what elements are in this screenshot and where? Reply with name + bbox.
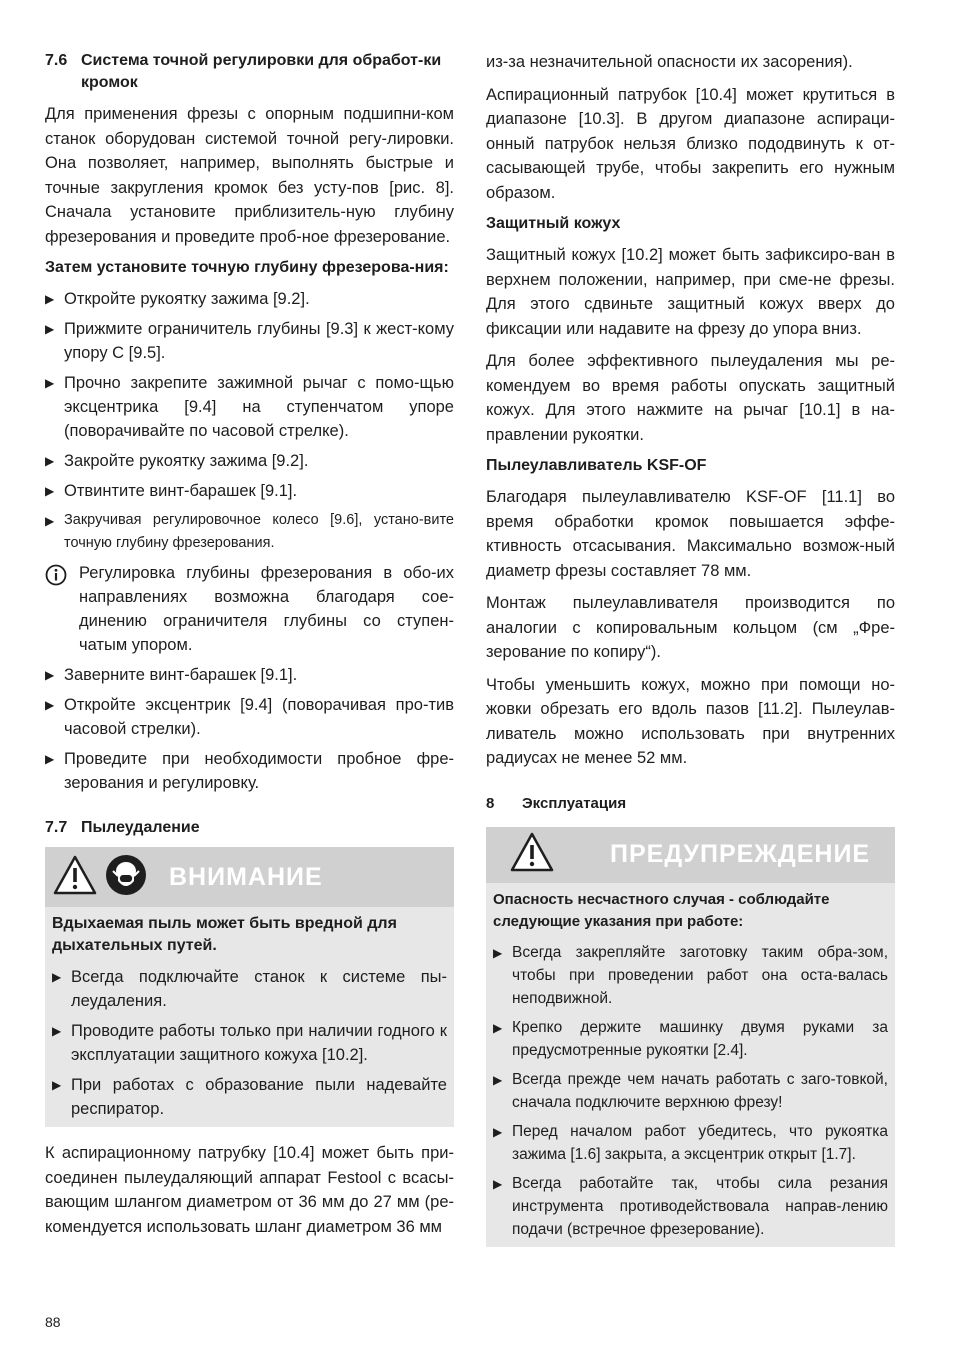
bullet-arrow-icon: ▶ — [45, 484, 55, 498]
list-item-text: Перед началом работ убедитесь, что рукоятка зажима [1.6] закрыта, а эксцентрик открыт [1.7]. — [512, 1122, 888, 1163]
left-column — [45, 50, 454, 1247]
section-8-heading — [486, 793, 895, 815]
info-icon — [45, 561, 79, 657]
list-item-text: Всегда прежде чем начать работать с заго-товкой, сначала подключите верхнюю фрезу! — [512, 1070, 888, 1111]
page-number: 88 — [45, 1314, 61, 1330]
caution-box-body — [45, 907, 454, 1127]
bullet-arrow-icon: ▶ — [45, 322, 55, 336]
aspiration-paragraph: К аспирационному патрубку [10.4] может быть при-соединен пылеудаляющий аппарат Festool с всасы-вающим шлангом диаметром от 36 мм до 27 мм (ре-комендуется использовать шланг диаметром 36 мм — [45, 1144, 454, 1236]
list-item — [493, 1016, 888, 1062]
bullet-arrow-icon: ▶ — [45, 752, 55, 766]
intro-paragraph: Для применения фрезы с опорным подшипни-ком станок оборудован системой точной регу-лировки. Она позволяет, например, выполнять быстрые и точные закругления кромок без усту-пов [рис. 8]. Сначала установите приблизитель-ную глубину фрезерования и проведите проб-ное фрезерование. — [45, 105, 454, 246]
bullet-arrow-icon: ▶ — [45, 292, 55, 306]
info-note — [45, 561, 454, 657]
section-title: Пылеудаление — [81, 819, 200, 836]
list-item — [45, 317, 454, 365]
section-7-7-heading — [45, 817, 454, 839]
list-item-text: Всегда подключайте станок к системе пы-леудаления. — [71, 968, 447, 1010]
bullet-arrow-icon: ▶ — [52, 1078, 62, 1092]
section-7-6-heading — [45, 50, 454, 94]
ksf-heading: Пылеулавливатель KSF-OF — [486, 457, 707, 474]
bullet-arrow-icon: ▶ — [493, 1020, 503, 1035]
list-item-text: Проведите при необходимости пробное фре-зерования и регулировку. — [64, 750, 454, 792]
list-item — [45, 287, 454, 311]
warning-lead: Опасность несчастного случая - соблюдайте следующие указания при работе: — [493, 890, 830, 930]
list-item-text: Всегда закрепляйте заготовку таким обра-зом, чтобы при проведении работ она оста-валась неподвижной. — [512, 943, 888, 1007]
list-item — [45, 693, 454, 741]
guard-paragraph-2: Для более эффективного пылеудаления мы ре-комендуем во время работы опускать защитный кожух. Для этого нажмите на рычаг [10.1] в на-правлении рукоятки. — [486, 352, 895, 444]
fine-depth-subheading: Затем установите точную глубину фрезерова-ния: — [45, 259, 449, 276]
section-title: Эксплуатация — [522, 794, 627, 812]
section-number: 8 — [486, 794, 495, 812]
caution-lead: Вдыхаемая пыль может быть вредной для дыхательных путей. — [52, 915, 397, 954]
bullet-arrow-icon: ▶ — [52, 970, 62, 984]
bullet-arrow-icon: ▶ — [45, 668, 55, 682]
list-item-text: Закручивая регулировочное колесо [9.6], устано-вите точную глубину фрезерования. — [64, 512, 454, 551]
caution-title: ВНИМАНИЕ — [169, 862, 323, 891]
list-item-text: Закройте рукоятку зажима [9.2]. — [64, 452, 309, 470]
caution-box-header — [45, 847, 454, 907]
list-item — [45, 371, 454, 443]
list-item — [52, 1073, 447, 1121]
list-item — [493, 1068, 888, 1114]
list-item-text: Крепко держите машинку двумя руками за предусмотренные рукоятки [2.4]. — [512, 1018, 888, 1059]
list-item — [493, 1120, 888, 1166]
info-text: Регулировка глубины фрезерования в обо-их направлениях возможна благодаря сое-динению ограничителя глубины со ступен-чатым упором. — [79, 564, 454, 654]
list-item-text: Прижмите ограничитель глубины [9.3] к жест-кому упору C [9.5]. — [64, 320, 454, 362]
list-item-text: Заверните винт-барашек [9.1]. — [64, 666, 298, 684]
bullet-arrow-icon: ▶ — [493, 945, 503, 960]
bullet-arrow-icon: ▶ — [493, 1072, 503, 1087]
ksf-paragraph-3: Чтобы уменьшить кожух, можно при помощи но-жовки обрезать его вдоль пазов [11.2]. Пылеулав-ливатель можно использовать при внутренних радиусах не менее 52 мм. — [486, 675, 895, 767]
warning-box — [486, 827, 895, 1247]
continued-text: из-за незначительной опасности их засорения). — [486, 53, 853, 71]
list-item — [45, 663, 454, 687]
ksf-paragraph-2: Монтаж пылеулавливателя производится по аналогии с копировальным кольцом (см „Фре-зерование по копиру“). — [486, 594, 895, 661]
guard-heading: Защитный кожух — [486, 215, 621, 232]
right-column — [486, 50, 895, 1257]
list-item-text: Откройте эксцентрик [9.4] (поворачивая про-тив часовой стрелки). — [64, 696, 454, 738]
ksf-paragraph-1: Благодаря пылеулавливателю KSF-OF [11.1] во время обработки кромок повышается эффе-ктивность отсасывания. Максимально возмож-ный диаметр фрезы составляет 78 мм. — [486, 488, 895, 580]
warning-triangle-icon — [53, 855, 97, 900]
warning-box-header — [486, 827, 895, 883]
bullet-arrow-icon: ▶ — [493, 1176, 503, 1191]
section-title: Система точной регулировки для обработ-ки кромок — [81, 52, 442, 91]
warning-triangle-icon — [510, 832, 554, 877]
bullet-arrow-icon: ▶ — [52, 1024, 62, 1038]
list-item — [45, 747, 454, 795]
list-item-text: Отвинтите винт-барашек [9.1]. — [64, 482, 298, 500]
bullet-arrow-icon: ▶ — [45, 376, 55, 390]
bullet-arrow-icon: ▶ — [493, 1124, 503, 1139]
list-item-text: Откройте рукоятку зажима [9.2]. — [64, 290, 310, 308]
aspiration-port-paragraph: Аспирационный патрубок [10.4] может крутиться в диапазоне [10.3]. В другом диапазоне аспираци-онный патрубок нельзя близко пододвинуть к от-сасывающей трубе, чтобы закрепить его нужным образом. — [486, 85, 895, 202]
list-item — [493, 1172, 888, 1241]
list-item-text: Проводите работы только при наличии годного к эксплуатации защитного кожуха [10.2]. — [71, 1022, 447, 1064]
warning-title: ПРЕДУПРЕЖДЕНИЕ — [610, 840, 871, 868]
list-item-text: При работах с образование пыли надевайте респиратор. — [71, 1076, 447, 1118]
list-item — [52, 965, 447, 1013]
list-item — [45, 449, 454, 473]
list-item — [45, 479, 454, 503]
list-item — [493, 941, 888, 1010]
list-item-text: Всегда работайте так, чтобы сила резания инструмента противодействовала направ-лению подачи (встречное фрезерование). — [512, 1174, 888, 1238]
list-item-text: Прочно закрепите зажимной рычаг с помо-щью эксцентрика [9.4] на ступенчатом упоре (поворачивайте по часовой стрелке). — [64, 374, 454, 440]
warning-box-body — [486, 883, 895, 1247]
bullet-arrow-icon: ▶ — [45, 698, 55, 712]
guard-paragraph-1: Защитный кожух [10.2] может быть зафиксиро-ван в верхнем положении, например, при сме-не фрезы. Для этого сдвиньте защитный кожух вверх до фиксации или надавите на фрезу до упора вниз. — [486, 246, 895, 338]
bullet-arrow-icon: ▶ — [45, 454, 55, 468]
section-number: 7.7 — [45, 819, 68, 836]
list-item — [52, 1019, 447, 1067]
respirator-mask-icon — [105, 854, 147, 901]
caution-box — [45, 847, 454, 1127]
section-number: 7.6 — [45, 52, 68, 69]
list-item — [45, 509, 454, 555]
bullet-arrow-icon: ▶ — [45, 514, 55, 528]
